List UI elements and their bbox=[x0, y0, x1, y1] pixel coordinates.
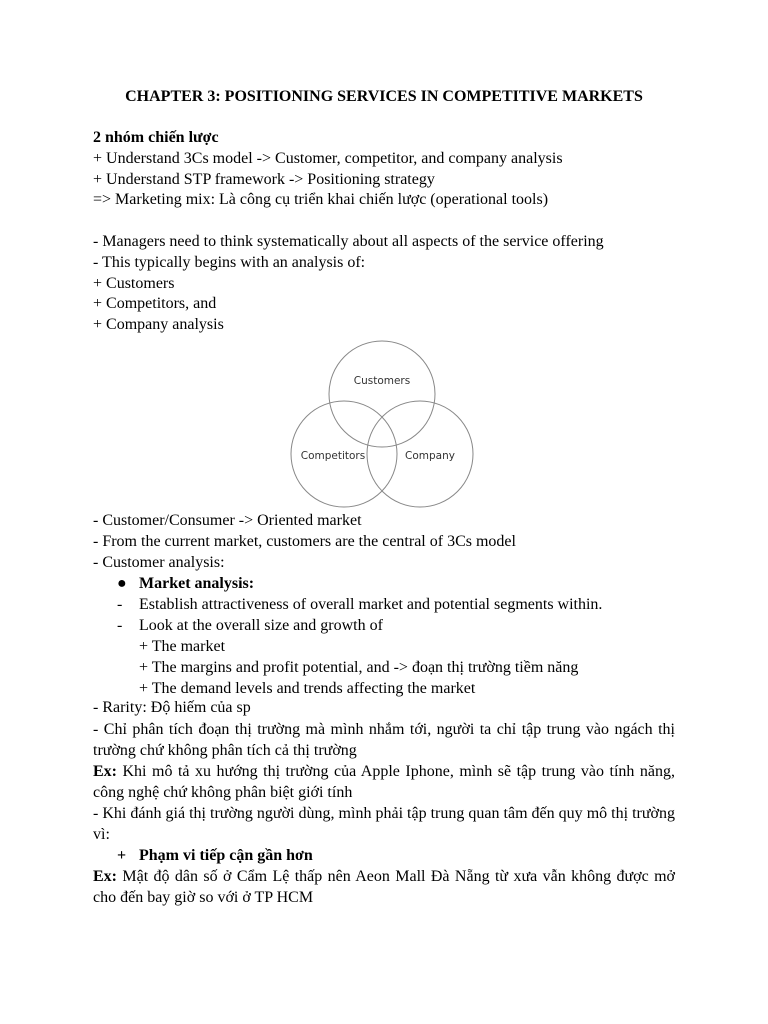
text-line: - This typically begins with an analysis of: bbox=[93, 253, 366, 271]
strategy-section bbox=[93, 128, 675, 211]
dash-item-text: Establish attractiveness of overall market and potential segments within. bbox=[139, 596, 603, 614]
competitors-label: Competitors bbox=[300, 450, 366, 462]
sub-item: + The market bbox=[139, 638, 226, 656]
plus-marker: + bbox=[117, 846, 127, 864]
dash-marker: - bbox=[117, 617, 123, 635]
3cs-venn-diagram bbox=[286, 337, 486, 509]
dash-item bbox=[93, 615, 675, 636]
example-text: Khi mô tả xu hướng thị trường của Apple Iphone, mình sẽ tập trung vào tính năng, công nghệ chứ không phân biệt giới tính bbox=[93, 762, 675, 801]
analysis-intro-section bbox=[93, 232, 675, 336]
text-line: + Competitors, and bbox=[93, 295, 217, 313]
text-line: - Managers need to think systematically about all aspects of the service offering bbox=[93, 233, 604, 250]
dash-item bbox=[93, 594, 675, 615]
company-label: Company bbox=[405, 450, 455, 462]
customer-analysis-section bbox=[93, 511, 675, 699]
market-size-paragraph: - Khi đánh giá thị trường người dùng, mình phải tập trung quan tâm đến quy mô thị trường vì: bbox=[93, 804, 675, 843]
text-line: => Marketing mix: Là công cụ triển khai chiến lược (operational tools) bbox=[93, 191, 549, 209]
sub-item: + The margins and profit potential, and -> đoạn thị trường tiềm năng bbox=[139, 659, 579, 677]
text-line: + Understand 3Cs model -> Customer, competitor, and company analysis bbox=[93, 149, 563, 167]
dash-marker: - bbox=[117, 596, 123, 614]
text-line: + Company analysis bbox=[93, 316, 224, 334]
customers-circle bbox=[329, 341, 435, 447]
bullet-marker: ● bbox=[117, 575, 127, 593]
example-text: Mật độ dân số ở Cẩm Lệ thấp nên Aeon Mall Đà Nẵng từ xưa vẫn không được mở cho đến bay giờ so với ở TP HCM bbox=[93, 867, 675, 906]
market-analysis-bullet bbox=[93, 573, 675, 594]
text-line: - Customer analysis: bbox=[93, 553, 225, 571]
chapter-title: CHAPTER 3: POSITIONING SERVICES IN COMPETITIVE MARKETS bbox=[125, 88, 643, 105]
bullet-label: Market analysis: bbox=[139, 575, 255, 593]
niche-paragraph: - Chỉ phân tích đoạn thị trường mà mình nhắm tới, người ta chỉ tập trung vào ngách thị trường chứ không phân tích cả thị trường bbox=[93, 720, 675, 759]
text-line: - From the current market, customers are the central of 3Cs model bbox=[93, 532, 516, 550]
example-paragraph bbox=[93, 761, 675, 803]
rarity-line: - Rarity: Độ hiếm của sp bbox=[93, 699, 251, 716]
example-label: Ex: bbox=[93, 762, 117, 780]
text-line: + Understand STP framework -> Positioning strategy bbox=[93, 170, 435, 188]
example-label: Ex: bbox=[93, 867, 117, 885]
customers-label: Customers bbox=[353, 375, 411, 387]
example-paragraph bbox=[93, 866, 675, 908]
market-notes-section bbox=[93, 698, 675, 908]
text-line: - Customer/Consumer -> Oriented market bbox=[93, 512, 362, 529]
text-line: + Customers bbox=[93, 274, 175, 292]
reach-label: Phạm vi tiếp cận gần hơn bbox=[139, 846, 313, 864]
reach-bullet bbox=[93, 845, 675, 866]
strategy-heading: 2 nhóm chiến lược bbox=[93, 129, 219, 146]
sub-item: + The demand levels and trends affecting the market bbox=[139, 680, 476, 698]
dash-item-text: Look at the overall size and growth of bbox=[139, 617, 383, 635]
